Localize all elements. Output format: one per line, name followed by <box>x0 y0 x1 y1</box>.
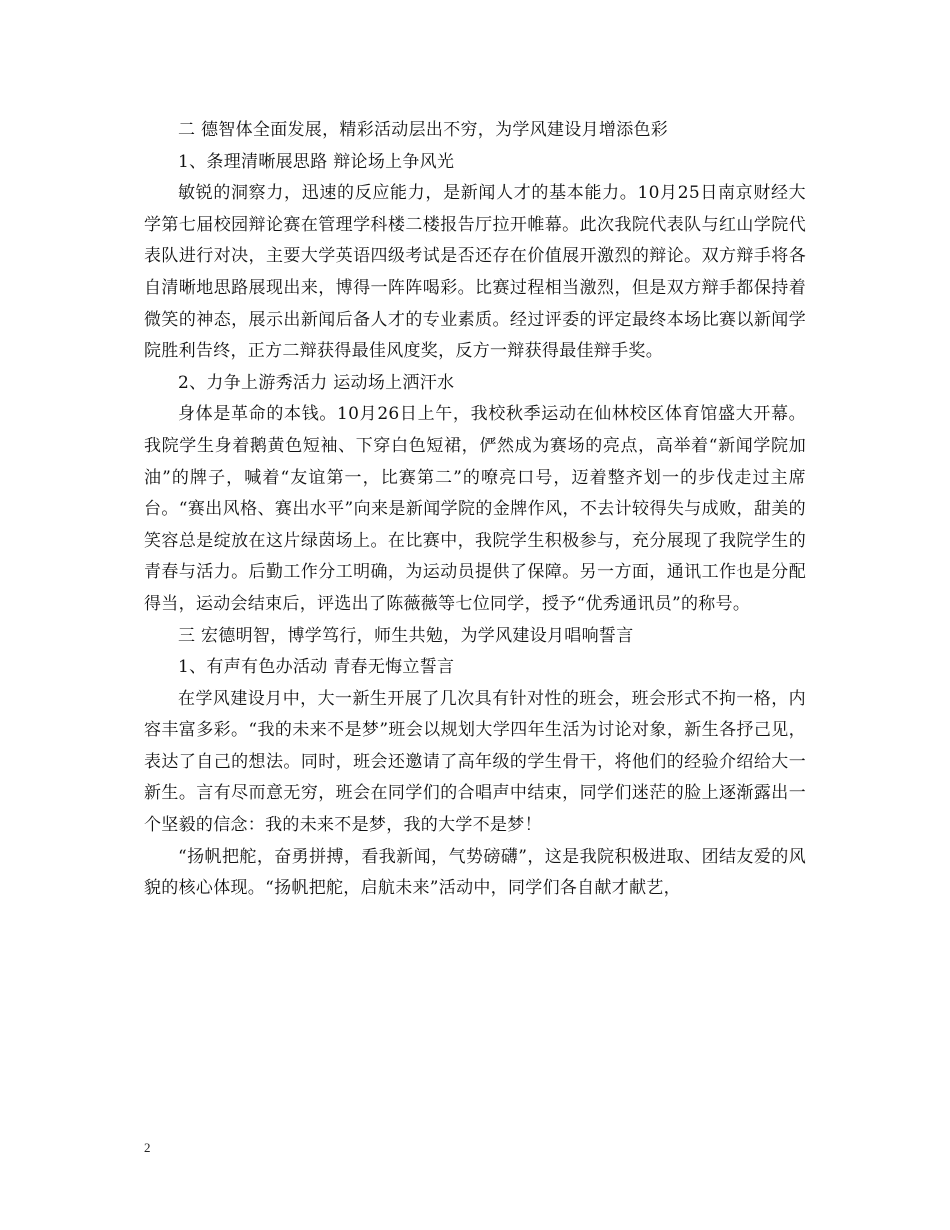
section-heading-2: 二 德智体全面发展，精彩活动层出不穷，为学风建设月增添色彩 <box>178 120 669 140</box>
paragraph-class-meetings: 在学风建设月中，大一新生开展了几次具有针对性的班会，班会形式不拘一格，内容丰富多彩。“我的未来不是梦”班会以规划大学四年生活为讨论对象，新生各抒己见，表达了自己的想法。同时，班会还邀请了高年级的学生骨干，将他们的经验介绍给大一新生。言有尽而意无穷，班会在同学们的合唱声中结束，同学们迷茫的脸上逐渐露出一个坚毅的信念：我的未来不是梦，我的大学不是梦！ <box>144 688 806 836</box>
paragraph-debate: 敏锐的洞察力，迅速的反应能力，是新闻人才的基本能力。10月25日南京财经大学第七届校园辩论赛在管理学科楼二楼报告厅拉开帷幕。此次我院代表队与红山学院代表队进行对决，主要大学英语四级考试是否还存在价值展开激烈的辩论。双方辩手将各自清晰地思路展现出来，博得一阵阵喝彩。比赛过程相当激烈，但是双方辩手都保持着微笑的神态，展示出新闻后备人才的专业素质。经过评委的评定最终本场比赛以新闻学院胜利告终，正方二辩获得最佳风度奖，反方一辩获得最佳辩手奖。 <box>144 183 806 362</box>
subsection-heading-2-2: 2、力争上游秀活力 运动场上洒汗水 <box>178 372 455 393</box>
document-body <box>144 115 806 905</box>
paragraph-sports-meet: 身体是革命的本钱。10月26日上午，我校秋季运动在仙林校区体育馆盛大开幕。我院学生身着鹅黄色短袖、下穿白色短裙，俨然成为赛场的亮点，高举着“新闻学院加油”的牌子，喊着“友谊第一，比赛第二”的嘹亮口号，迈着整齐划一的步伐走过主席台。“赛出风格、赛出水平”向来是新闻学院的金牌作风，不去计较得失与成败，甜美的笑容总是绽放在这片绿茵场上。在比赛中，我院学生积极参与，充分展现了我院学生的青春与活力。后勤工作分工明确，为运动员提供了保障。另一方面，通讯工作也是分配得当，运动会结束后，评选出了陈薇薇等七位同学，授予“优秀通讯员”的称号。 <box>144 404 806 614</box>
paragraph-sail-activity: “扬帆把舵，奋勇拼搏，看我新闻，气势磅礴”，这是我院积极进取、团结友爱的风貌的核心体现。“扬帆把舵，启航未来”活动中，同学们各自献才献艺， <box>144 846 806 899</box>
page-number: 2 <box>144 1140 151 1155</box>
subsection-heading-3-1: 1、有声有色办活动 青春无悔立誓言 <box>178 657 455 678</box>
section-heading-3: 三 宏德明智，博学笃行，师生共勉，为学风建设月唱响誓言 <box>178 625 634 646</box>
subsection-heading-2-1: 1、条理清晰展思路 辩论场上争风光 <box>178 151 455 172</box>
